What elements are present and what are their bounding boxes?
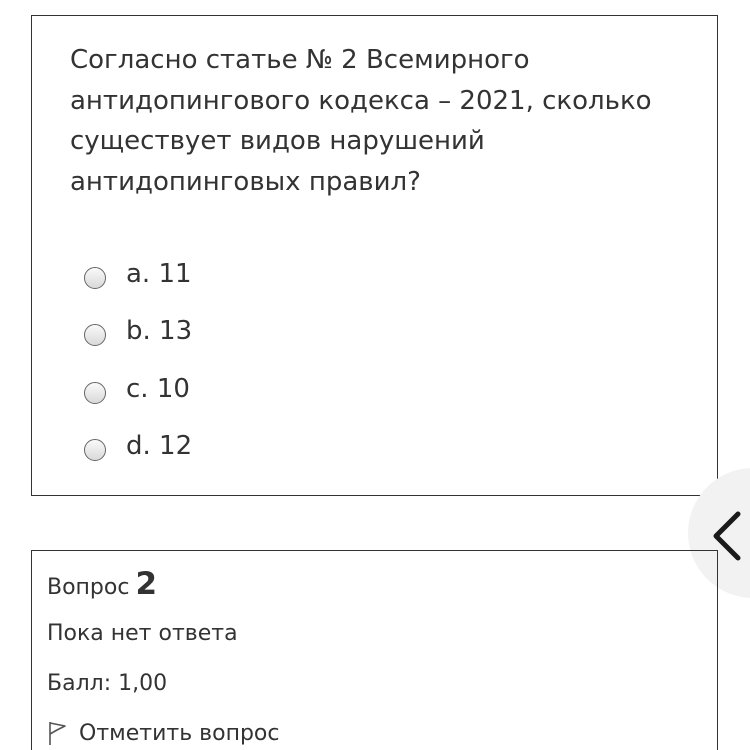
answer-option-d[interactable] (84, 418, 192, 476)
radio-button[interactable] (84, 267, 106, 289)
question-info-card (31, 550, 718, 750)
question-grade: Балл: 1,00 (47, 671, 168, 696)
flag-question-link[interactable] (47, 720, 279, 746)
flag-question-label: Отметить вопрос (79, 720, 280, 746)
question-text: Согласно статье № 2 Всемирного антидопингового кодекса – 2021, сколько существует видов нарушений антидопинговых правил? (70, 45, 652, 197)
answer-label: c. 10 (126, 373, 190, 404)
answer-option-b[interactable] (84, 303, 192, 361)
answer-option-c[interactable] (84, 360, 192, 418)
question-number: 2 (135, 566, 158, 602)
answer-label: b. 13 (126, 316, 193, 347)
answer-label: a. 11 (126, 258, 192, 289)
flag-icon (47, 720, 67, 746)
question-heading (47, 566, 157, 602)
answer-option-a[interactable] (84, 245, 192, 303)
question-heading-label: Вопрос (47, 575, 130, 600)
radio-button[interactable] (84, 382, 106, 404)
answer-label: d. 12 (126, 431, 193, 462)
answer-status: Пока нет ответа (47, 621, 238, 646)
answer-list (84, 245, 192, 475)
radio-button[interactable] (84, 324, 106, 346)
question-card (31, 15, 718, 496)
radio-button[interactable] (84, 439, 106, 461)
